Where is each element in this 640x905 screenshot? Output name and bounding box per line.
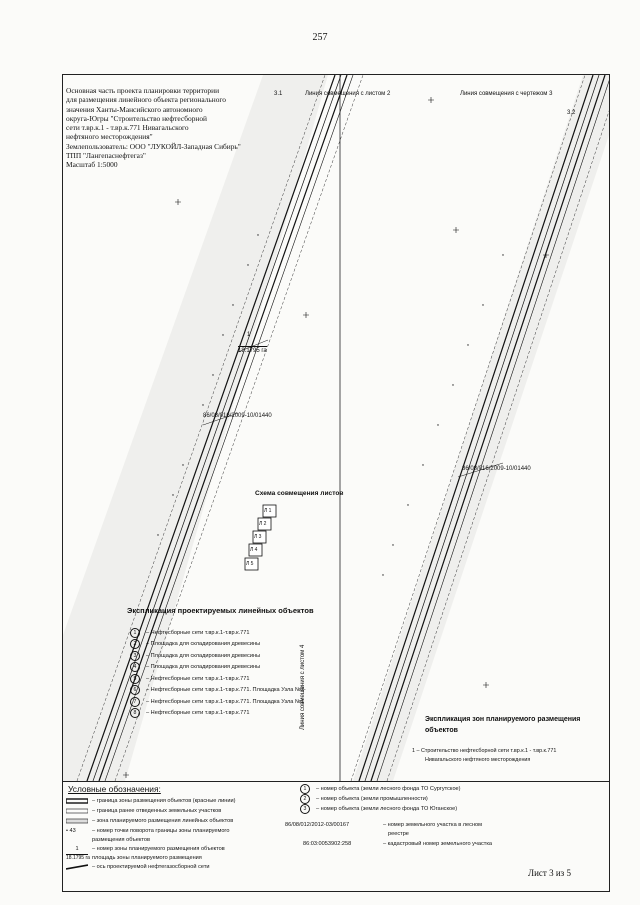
object-number: 1 — [130, 628, 140, 638]
cad-desc-1b: реестре — [388, 831, 409, 837]
object-number: 7 — [130, 697, 140, 707]
explication-linear-list — [130, 627, 304, 719]
land-user: Землепользователь: ООО "ЛУКОЙЛ-Западная Сибирь" — [66, 141, 241, 151]
zone-hatch-symbol — [66, 818, 88, 824]
object-number: 2 — [130, 639, 140, 649]
zone-symbol-area: 18.1795 га — [66, 855, 90, 861]
legend-text: – номер зоны планируемого размещения объектов — [92, 845, 225, 852]
right-pipeline-corridor — [351, 75, 609, 781]
title-line: Основная часть проекта планировки территории — [66, 86, 220, 95]
point-symbol-number: 43 — [69, 827, 76, 834]
legend-text: – номер точки поворота границы зоны планируемого — [92, 827, 230, 834]
object-number: 4 — [130, 662, 140, 672]
scheme-title: Схема совмещения листов — [255, 490, 344, 497]
legend-text: – граница ранее отведенных земельных участков — [92, 808, 222, 814]
area-value: 18.1795 га — [238, 348, 267, 354]
list-item — [130, 650, 304, 662]
title-line: значения Ханты-Мансийского автономного — [66, 104, 203, 114]
item-text: – Площадка для складирования древесины — [146, 652, 261, 659]
list-item — [130, 696, 304, 708]
list-item — [130, 662, 304, 674]
legend-item — [66, 862, 236, 872]
object-number: 5 — [130, 674, 140, 684]
match-line-left-label: Линия совмещения с листом 2 — [305, 91, 391, 97]
title-line: округа-Югры "Строительство нефтесборной — [66, 113, 207, 123]
cad-example-2: 86:03:0053902:258 — [303, 841, 352, 847]
legend-text: площадь зоны планируемого размещения — [92, 854, 202, 861]
explication-zones-title: Экспликация зон планируемого размещения — [425, 716, 581, 723]
object-number: 2 — [300, 794, 310, 804]
title-line: нефтяного месторождения" — [66, 132, 153, 142]
legend-item — [66, 806, 236, 816]
scheme-sheet-3: Л 3 — [254, 534, 262, 540]
legend-right-column — [300, 784, 461, 814]
explication-zones-title-2: объектов — [425, 727, 458, 734]
pipeline-axis-symbol — [66, 864, 88, 870]
title-line: сети т.вр.к.1 - т.вр.к.771 Нивагальского — [66, 123, 189, 133]
legend-item — [66, 816, 236, 826]
legend-left-column — [66, 796, 236, 872]
cadastral-label-right: 86/08/016/2009-10/01440 — [462, 466, 531, 472]
match-line-vertical-label: Линия совмещения с листом 4 — [300, 644, 306, 730]
legend-item — [300, 784, 461, 794]
cad-desc-2: – кадастровый номер земельного участка — [383, 841, 493, 847]
point-symbol: • 43 — [66, 827, 76, 834]
legend-text: – номер объекта (земли промышленности) — [316, 796, 428, 802]
item-text: – Площадка для складирования древесины — [146, 664, 261, 671]
explication-linear-title: Экспликация проектируемых линейных объектов — [127, 606, 314, 615]
zone-text: – Строительство нефтесборной сети т.вр.к.1 - т.вр.к.771 — [416, 748, 557, 754]
list-item — [130, 708, 304, 720]
object-number: 1 — [300, 784, 310, 794]
object-number: 3 — [130, 651, 140, 661]
land-user-tpp: ТПП "Лангепаснефтегаз" — [66, 151, 146, 161]
point-label-32: 3.2 — [567, 110, 576, 116]
cad-desc-1: – номер земельного участка в лесном — [383, 822, 482, 828]
legend-title: Условные обозначения: — [68, 784, 161, 794]
legend-item — [300, 804, 461, 814]
legend-item — [66, 853, 236, 862]
area-number: 1 — [247, 332, 251, 338]
point-label-31: 3.1 — [274, 91, 283, 97]
zone-number: 1 — [412, 748, 415, 754]
legend-text: – номер объекта (земли лесного фонда ТО Юганское) — [316, 806, 458, 812]
scheme-sheet-5: Л 5 — [246, 561, 254, 567]
object-number: 3 — [300, 804, 310, 814]
red-line-symbol — [66, 798, 88, 804]
title-block — [66, 86, 271, 170]
zone-item-line2: Нивагальского нефтяного месторождения — [425, 757, 531, 763]
scheme-sheet-1: Л 1 — [264, 508, 272, 514]
item-text: – Нефтесборные сети т.вр.к.1-т.вр.к.771. Площадка Узла №1 — [146, 698, 304, 705]
item-text: – Площадка для складирования древесины — [146, 641, 261, 648]
scheme-sheet-2: Л 2 — [259, 521, 267, 527]
list-item — [130, 639, 304, 651]
item-text: – Нефтесборные сети т.вр.к.1-т.вр.к.771 — [146, 710, 250, 717]
title-line: для размещения линейного объекта регионального — [66, 95, 226, 105]
sheet-label: Лист 3 из 5 — [528, 868, 571, 878]
match-line-right-label: Линия совмещения с чертежом 3 — [460, 91, 553, 97]
prior-plot-symbol — [66, 808, 88, 814]
legend-text: – ось проектируемой нефтегазосборной сети — [92, 864, 210, 870]
page-number: 257 — [312, 32, 328, 43]
legend-item — [300, 794, 461, 804]
legend-item: размещения объектов — [92, 836, 150, 843]
zone-symbol-number: 1 — [75, 845, 79, 852]
legend-text: – номер объекта (земли лесного фонда ТО Сургутское) — [316, 786, 461, 792]
cadastral-label-left: 86/08/016/2009-10/01440 — [203, 413, 272, 419]
zone-item — [412, 748, 556, 754]
item-text: – Нефтесборные сети т.вр.к.1-т.вр.к.771 — [146, 629, 250, 636]
legend-text: – зона планируемого размещения линейных объектов — [92, 818, 234, 824]
legend-item — [66, 844, 236, 853]
list-item — [130, 685, 304, 697]
cad-example-1: 86/08/012/2012-03/00167 — [285, 822, 350, 828]
legend-text: – граница зоны размещения объектов (красные линии) — [92, 798, 236, 804]
list-item — [130, 627, 304, 639]
object-number: 6 — [130, 685, 140, 695]
legend-item — [66, 826, 236, 835]
item-text: – Нефтесборные сети т.вр.к.1-т.вр.к.771 — [146, 675, 250, 682]
object-number: 8 — [130, 708, 140, 718]
scheme-sheet-4: Л 4 — [250, 547, 258, 553]
item-text: – Нефтесборные сети т.вр.к.1-т.вр.к.771. Площадка Узла №2 — [146, 687, 304, 694]
list-item — [130, 673, 304, 685]
scale-label: Масштаб 1:5000 — [66, 160, 118, 170]
legend-item — [66, 796, 236, 806]
